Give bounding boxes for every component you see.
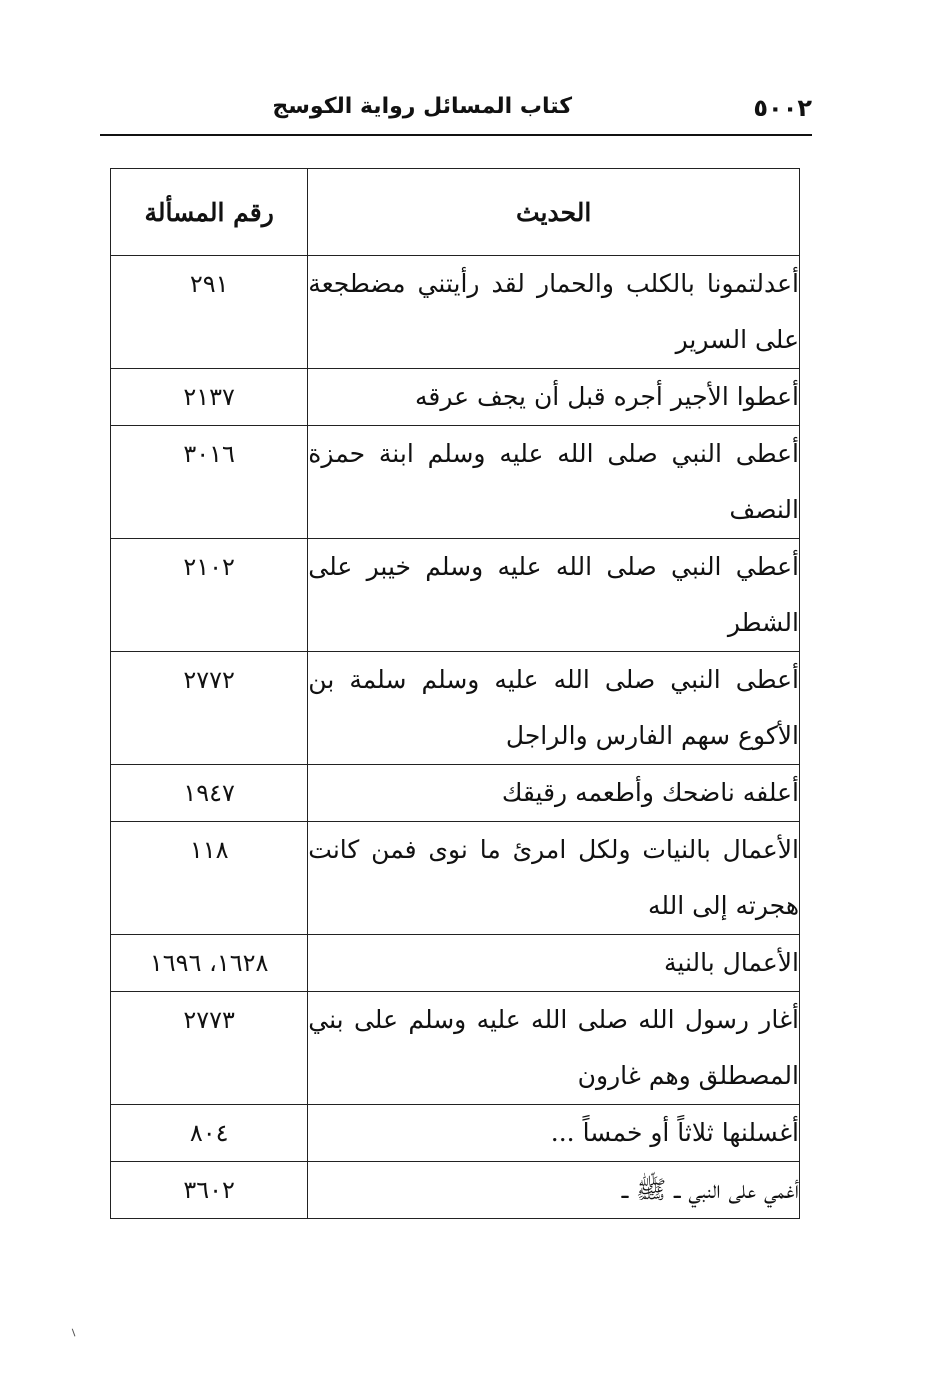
hadith-index-table [110, 168, 800, 1219]
table-header-row [111, 169, 800, 256]
table-row [111, 992, 800, 1105]
hadith-cell: الأعمال بالنية [308, 935, 800, 992]
column-header-issue-number: رقم المسألة [111, 169, 308, 256]
stray-mark [72, 1328, 78, 1337]
hadith-cell: أغار رسول الله صلى الله عليه وسلم على بني المصطلق وهم غارون [308, 992, 800, 1105]
book-title: كتاب المسائل رواية الكوسج [272, 94, 572, 119]
table-row [111, 539, 800, 652]
hadith-cell: الأعمال بالنيات ولكل امرئ ما نوى فمن كانت هجرته إلى الله [308, 822, 800, 935]
hadith-cell: أعطوا الأجير أجره قبل أن يجف عرقه [308, 369, 800, 426]
hadith-cell: أعطي النبي صلى الله عليه وسلم خيبر على الشطر [308, 539, 800, 652]
table-row [111, 369, 800, 426]
table-row [111, 765, 800, 822]
issue-number-cell: ٢٩١ [111, 256, 308, 369]
issue-number-cell: ١٩٤٧ [111, 765, 308, 822]
table-row [111, 1162, 800, 1219]
issue-number-cell: ٣٠١٦ [111, 426, 308, 539]
issue-number-cell: ٢١٣٧ [111, 369, 308, 426]
issue-number-cell: ٣٦٠٢ [111, 1162, 308, 1219]
hadith-cell: أغسلنها ثلاثاً أو خمساً ... [308, 1105, 800, 1162]
issue-number-cell: ٢٧٧٢ [111, 652, 308, 765]
issue-number-cell: ٨٠٤ [111, 1105, 308, 1162]
table-row [111, 1105, 800, 1162]
hadith-cell: أعطى النبي صلى الله عليه وسلم ابنة حمزة النصف [308, 426, 800, 539]
issue-number-cell: ١٦٢٨، ١٦٩٦ [111, 935, 308, 992]
table-row [111, 426, 800, 539]
hadith-cell: أعلفه ناضحك وأطعمه رقيقك [308, 765, 800, 822]
issue-number-cell: ٢١٠٢ [111, 539, 308, 652]
issue-number-cell: ٢٧٧٣ [111, 992, 308, 1105]
hadith-cell: أعطى النبي صلى الله عليه وسلم سلمة بن الأكوع سهم الفارس والراجل [308, 652, 800, 765]
page-number: ٥٠٠٢ [753, 94, 812, 122]
table-row [111, 935, 800, 992]
table-row [111, 822, 800, 935]
hadith-cell: أعدلتمونا بالكلب والحمار لقد رأيتني مضطجعة على السرير [308, 256, 800, 369]
table-row [111, 652, 800, 765]
column-header-hadith: الحديث [308, 169, 800, 256]
hadith-cell: أغمي على النبي ــ ﷺ ــ [308, 1162, 800, 1219]
page-header [100, 88, 812, 136]
issue-number-cell: ١١٨ [111, 822, 308, 935]
table-row [111, 256, 800, 369]
